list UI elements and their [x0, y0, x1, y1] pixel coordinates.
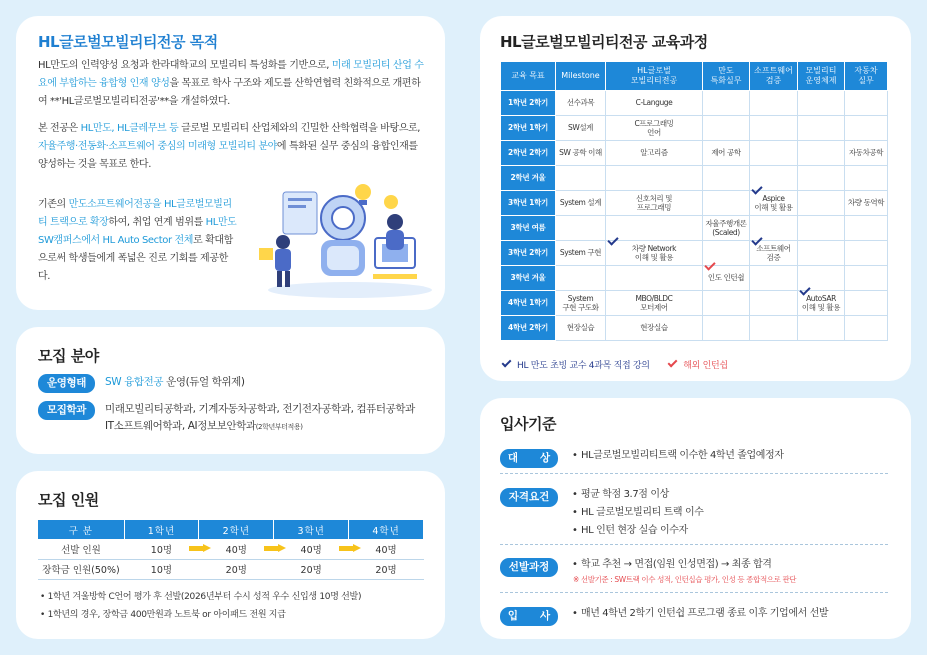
curriculum-cell-text: Aspice 이해 및 활용 [754, 193, 793, 212]
curriculum-cell [750, 141, 798, 166]
curriculum-table [500, 61, 888, 341]
quota-note: • 1학년의 경우, 장학금 400만원과 노트북 or 아이패드 전원 지급 [40, 610, 286, 620]
table-row [38, 539, 424, 559]
curriculum-title: HL글로벌모빌리티전공 교육과정 [500, 33, 708, 51]
admission-qual-items [572, 486, 704, 540]
curriculum-cell-text: 1학년 2학기 [508, 98, 548, 108]
curriculum-cell [556, 241, 606, 266]
curriculum-cell [606, 216, 703, 241]
curriculum-cell-text: 3학년 여름 [510, 223, 546, 233]
department-value: 미래모빌리티공학과, 기계자동차공학과, 전기전자공학과, 컴퓨터공학과 IT소프트웨어학과, AI정보보안학과(2학년부터적용) [104, 403, 415, 432]
curriculum-semester [501, 266, 556, 291]
table-row [501, 166, 888, 191]
admission-target-items [572, 447, 784, 465]
curriculum-cell [845, 141, 888, 166]
curriculum-cell-text: 2학년 겨울 [510, 173, 546, 183]
divider [500, 592, 888, 593]
table-row [501, 291, 888, 316]
curriculum-header-0: 교육 목표 [501, 62, 556, 91]
curriculum-cell-text: 3학년 겨울 [510, 273, 546, 283]
curriculum-cell [703, 141, 750, 166]
curriculum-cell-text: 제어 공학 [711, 148, 741, 158]
curriculum-cell [703, 91, 750, 116]
curriculum-cell [845, 216, 888, 241]
curriculum-cell-text: 알고리즘 [640, 148, 668, 158]
mobility-illustration [255, 178, 435, 300]
quota-cell: 20명 [199, 559, 274, 579]
quota-note: • 1학년 겨울방학 C언어 평가 후 선발(2026년부터 수시 성적 우수 신입생 10명 선발) [40, 592, 362, 602]
navy-check-icon [502, 358, 512, 368]
curriculum-cell-text: 인도 인턴쉽 [707, 273, 745, 283]
curriculum-cell-text: 2학년 1학기 [508, 123, 548, 133]
curriculum-cell-text: 자율주행개론 (Scaled) [705, 218, 747, 237]
curriculum-cell-text: SW설계 [567, 123, 594, 133]
curriculum-semester [501, 216, 556, 241]
table-row [501, 141, 888, 166]
curriculum-cell [556, 266, 606, 291]
curriculum-semester [501, 241, 556, 266]
curriculum-cell [703, 316, 750, 341]
curriculum-cell-text: System 설계 [559, 198, 602, 208]
quota-header-0: 구 분 [38, 520, 124, 539]
admission-qual-label: 자격요건 [500, 488, 558, 507]
admission-process-label: 선발과정 [500, 558, 558, 577]
curriculum-cell-text: 4학년 2학기 [508, 323, 548, 333]
curriculum-cell [606, 91, 703, 116]
quota-header-3: 3학년 [274, 520, 349, 539]
curriculum-cell [798, 191, 845, 216]
department-label: 모집학과 [38, 401, 95, 420]
quota-title: 모집 인원 [38, 491, 99, 509]
admission-entry-label: 입 사 [500, 607, 558, 626]
curriculum-semester [501, 116, 556, 141]
curriculum-header-2: HL글로벌 모빌리티전공 [606, 62, 703, 91]
curriculum-cell [556, 141, 606, 166]
table-row [501, 216, 888, 241]
curriculum-cell-text: C-Languge [635, 98, 673, 108]
curriculum-cell-text: 선수과목 [566, 98, 595, 108]
curriculum-cell [606, 316, 703, 341]
admission-item: • 학교 추천 → 면접(임원 인성면접) → 최종 합격 [572, 559, 772, 570]
curriculum-header-3: 만도 특화실무 [703, 62, 750, 91]
department-row [38, 401, 415, 436]
curriculum-cell [703, 116, 750, 141]
curriculum-cell [606, 116, 703, 141]
curriculum-cell [845, 266, 888, 291]
curriculum-cell [556, 316, 606, 341]
table-row [501, 116, 888, 141]
curriculum-cell-text: 3학년 1학기 [508, 198, 548, 208]
divider [500, 473, 888, 474]
curriculum-cell [606, 266, 703, 291]
curriculum-cell-text: SW 공학 이해 [559, 148, 602, 158]
curriculum-cell [845, 166, 888, 191]
admission-target-row [500, 446, 784, 468]
curriculum-cell [750, 291, 798, 316]
curriculum-cell-text: 4학년 1학기 [508, 298, 548, 308]
curriculum-header-1: Milestone [556, 62, 606, 91]
curriculum-cell-text: System 구현 [559, 248, 602, 258]
curriculum-semester [501, 316, 556, 341]
purpose-title: HL글로벌모빌리티전공 목적 [38, 33, 218, 51]
curriculum-cell [606, 241, 703, 266]
curriculum-cell [845, 316, 888, 341]
curriculum-legend [502, 358, 728, 371]
curriculum-cell [556, 291, 606, 316]
curriculum-cell [606, 166, 703, 191]
quota-cell: 20명 [274, 559, 349, 579]
curriculum-cell [703, 266, 750, 291]
operation-label: 운영형태 [38, 374, 95, 393]
quota-header-2: 2학년 [199, 520, 274, 539]
admission-entry-items [572, 605, 828, 623]
table-row [501, 266, 888, 291]
curriculum-cell [606, 291, 703, 316]
quota-notes [40, 588, 361, 624]
curriculum-cell-text: 3학년 2학기 [508, 248, 548, 258]
quota-cell: 10명 [124, 539, 199, 559]
curriculum-cell [845, 291, 888, 316]
curriculum-cell [798, 291, 845, 316]
admission-item: • HL글로벌모빌리티트랙 이수한 4학년 졸업예정자 [572, 450, 784, 461]
table-row [501, 316, 888, 341]
curriculum-cell [798, 166, 845, 191]
curriculum-cell [556, 216, 606, 241]
curriculum-cell [556, 166, 606, 191]
admission-item: • HL 글로벌모빌리티 트랙 이수 [572, 507, 704, 518]
admission-qual-row [500, 485, 704, 536]
curriculum-cell [750, 241, 798, 266]
operation-value: SW 융합전공 운영(듀얼 학위제) [104, 376, 245, 388]
legend-navy-label: HL 만도 초빙 교수 4과목 직접 강의 [517, 361, 650, 371]
quota-cell: 선발 인원 [38, 539, 124, 559]
curriculum-cell [845, 116, 888, 141]
curriculum-cell [606, 141, 703, 166]
curriculum-cell [798, 216, 845, 241]
table-row [501, 91, 888, 116]
curriculum-cell [845, 91, 888, 116]
curriculum-header-5: 모빌리티 운영체제 [798, 62, 845, 91]
admission-entry-row [500, 604, 829, 626]
curriculum-cell [750, 191, 798, 216]
admission-process-items [572, 556, 796, 585]
admission-target-label: 대 상 [500, 449, 558, 468]
admission-process-row [500, 555, 797, 584]
curriculum-cell-text: AutoSAR 이해 및 활용 [801, 293, 841, 312]
curriculum-cell [798, 141, 845, 166]
divider [500, 544, 888, 545]
curriculum-cell [556, 91, 606, 116]
purpose-paragraph-3: 기존의 만도소프트웨어전공을 HL글로벌모빌리티 트랙으로 확장하여, 취업 연계 범위를 HL만도 SW캠퍼스에서 HL Auto Sector 전체로 확대함으로써 학생들에게 폭넓은 진로 기회를 제공한다. [38, 199, 237, 282]
curriculum-cell-text: 자동차공학 [848, 148, 884, 158]
quota-cell: 40명 [199, 539, 274, 559]
purpose-body [38, 57, 426, 183]
admission-item: • 평균 학점 3.7점 이상 [572, 489, 669, 500]
curriculum-cell-text: 소프트웨어 검증 [756, 243, 791, 262]
curriculum-cell [703, 191, 750, 216]
curriculum-cell [750, 266, 798, 291]
curriculum-cell-text: 차량 동역학 [847, 198, 885, 208]
curriculum-cell [556, 116, 606, 141]
quota-cell: 40명 [349, 539, 424, 559]
curriculum-header-4: 소프트웨어 검증 [750, 62, 798, 91]
quota-table [38, 520, 424, 580]
curriculum-cell [703, 291, 750, 316]
curriculum-cell [845, 191, 888, 216]
curriculum-cell-text: 차량 Network 이해 및 활용 [631, 243, 677, 262]
curriculum-cell [750, 316, 798, 341]
curriculum-cell-text: 현장실습 [566, 323, 595, 333]
curriculum-cell [750, 91, 798, 116]
curriculum-semester [501, 141, 556, 166]
table-row [501, 191, 888, 216]
purpose-paragraph-1: HL만도의 인력양성 요청과 한라대학교의 모빌리티 특성화를 기반으로, 미래 모빌리티 산업 수요에 부합하는 융합형 인재 양성을 목표로 학사 구조와 제도를 산학연협력 친화적으로 개편하여 **'HL글로벌모빌리티전공'**을 개설하였다. [38, 60, 424, 107]
curriculum-semester [501, 166, 556, 191]
table-row [501, 241, 888, 266]
admission-process-note: ※ 선발기준 : SW트랙 이수 성적, 인턴십습 평가, 인성 등 종합적으로 판단 [573, 575, 797, 584]
red-check-icon [668, 358, 678, 368]
curriculum-cell-text: 현장실습 [640, 323, 668, 333]
curriculum-semester [501, 291, 556, 316]
quota-cell: 장학금 인원(50%) [38, 559, 124, 579]
admission-title: 입사기준 [500, 415, 556, 433]
legend-red-label: 해외 인턴쉽 [683, 361, 728, 371]
quota-cell: 40명 [274, 539, 349, 559]
admission-item: • HL 인턴 현장 실습 이수자 [572, 525, 688, 536]
curriculum-semester [501, 191, 556, 216]
curriculum-cell [798, 316, 845, 341]
curriculum-cell [703, 166, 750, 191]
quota-header-1: 1학년 [124, 520, 199, 539]
curriculum-cell-text: 2학년 2학기 [508, 148, 548, 158]
curriculum-semester [501, 91, 556, 116]
admission-item: • 매년 4학년 2학기 인턴쉽 프로그램 종료 이후 기업에서 선발 [572, 608, 829, 619]
curriculum-cell [703, 216, 750, 241]
operation-row [38, 374, 245, 393]
quota-cell: 20명 [349, 559, 424, 579]
curriculum-cell-text: C프로그래밍 언어 [634, 118, 674, 137]
fields-title: 모집 분야 [38, 347, 99, 365]
curriculum-cell [845, 241, 888, 266]
curriculum-cell [798, 241, 845, 266]
curriculum-header-6: 자동차 실무 [845, 62, 888, 91]
table-row [38, 559, 424, 579]
curriculum-cell-text: System 구현 구도화 [562, 293, 599, 312]
curriculum-cell [556, 191, 606, 216]
curriculum-cell-text: MBO/BLDC 모터제어 [635, 293, 673, 312]
curriculum-cell [606, 191, 703, 216]
curriculum-cell [798, 91, 845, 116]
curriculum-cell-text: 신호처리 및 프로그래밍 [635, 193, 673, 212]
quota-header-4: 4학년 [349, 520, 424, 539]
curriculum-cell [750, 116, 798, 141]
quota-cell: 10명 [124, 559, 199, 579]
curriculum-cell [798, 116, 845, 141]
purpose-paragraph-2: 본 전공은 HL만도, HL클레무브 등 글로벌 모빌리티 산업체와의 긴밀한 산학협력을 바탕으로, 자율주행·전동화·소프트웨어 중심의 미래형 모빌리티 분야에 특화된 실무 중심의 융합인재를 양성하는 것을 목표로 한다. [38, 123, 421, 170]
